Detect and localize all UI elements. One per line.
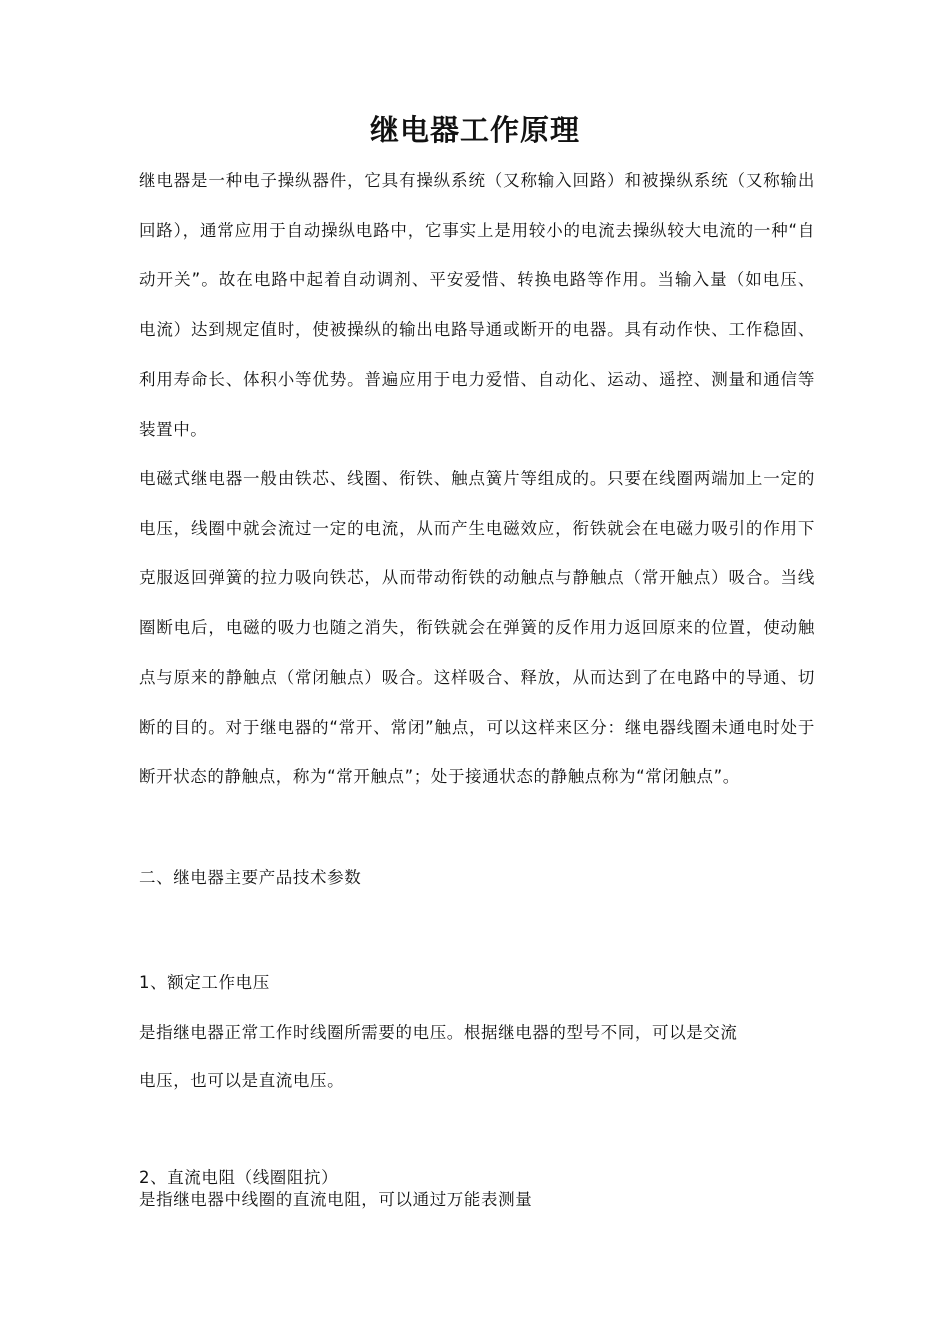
- item-text-rated-voltage-line2: 电压，也可以是直流电压。: [139, 1071, 345, 1090]
- item-heading-dc-resistance: 2、直流电阻（线圈阻抗）: [139, 1168, 339, 1187]
- item-text-dc-resistance: 是指继电器中线圈的直流电阻，可以通过万能表测量: [139, 1190, 533, 1209]
- paragraph-electromagnetic-relay: 电磁式继电器一般由铁芯、线圈、衔铁、触点簧片等组成的。只要在线圈两端加上一定的电压，线圈中就会流过一定的电流，从而产生电磁效应，衔铁就会在电磁力吸引的作用下克服返回弹簧的拉力吸向铁芯，从而带动衔铁的动触点与静触点（常开触点）吸合。当线圈断电后，电磁的吸力也随之消失，衔铁就会在弹簧的反作用力返回原来的位置，使动触点与原来的静触点（常闭触点）吸合。这样吸合、释放，从而达到了在电路中的导通、切断的目的。对于继电器的“常开、常闭”触点，可以这样来区分：继电器线圈未通电时处于断开状态的静触点，称为“常开触点”；处于接通状态的静触点称为“常闭触点”。: [139, 469, 815, 787]
- paragraph-intro: 继电器是一种电子操纵器件，它具有操纵系统（又称输入回路）和被操纵系统（又称输出回路），通常应用于自动操纵电路中，它事实上是用较小的电流去操纵较大电流的一种“自动开关”。故在电路中起着自动调剂、平安爱惜、转换电路等作用。当输入量（如电压、电流）达到规定值时，使被操纵的输出电路导通或断开的电器。具有动作快、工作稳固、利用寿命长、体积小等优势。普遍应用于电力爱惜、自动化、运动、遥控、测量和通信等装置中。: [139, 171, 815, 439]
- section-heading-tech-params: 二、继电器主要产品技术参数: [139, 868, 362, 887]
- item-text-rated-voltage-line1: 是指继电器正常工作时线圈所需要的电压。根据继电器的型号不同，可以是交流: [139, 1023, 738, 1042]
- item-heading-rated-voltage: 1、额定工作电压: [139, 973, 270, 992]
- document-title: 继电器工作原理: [369, 113, 580, 147]
